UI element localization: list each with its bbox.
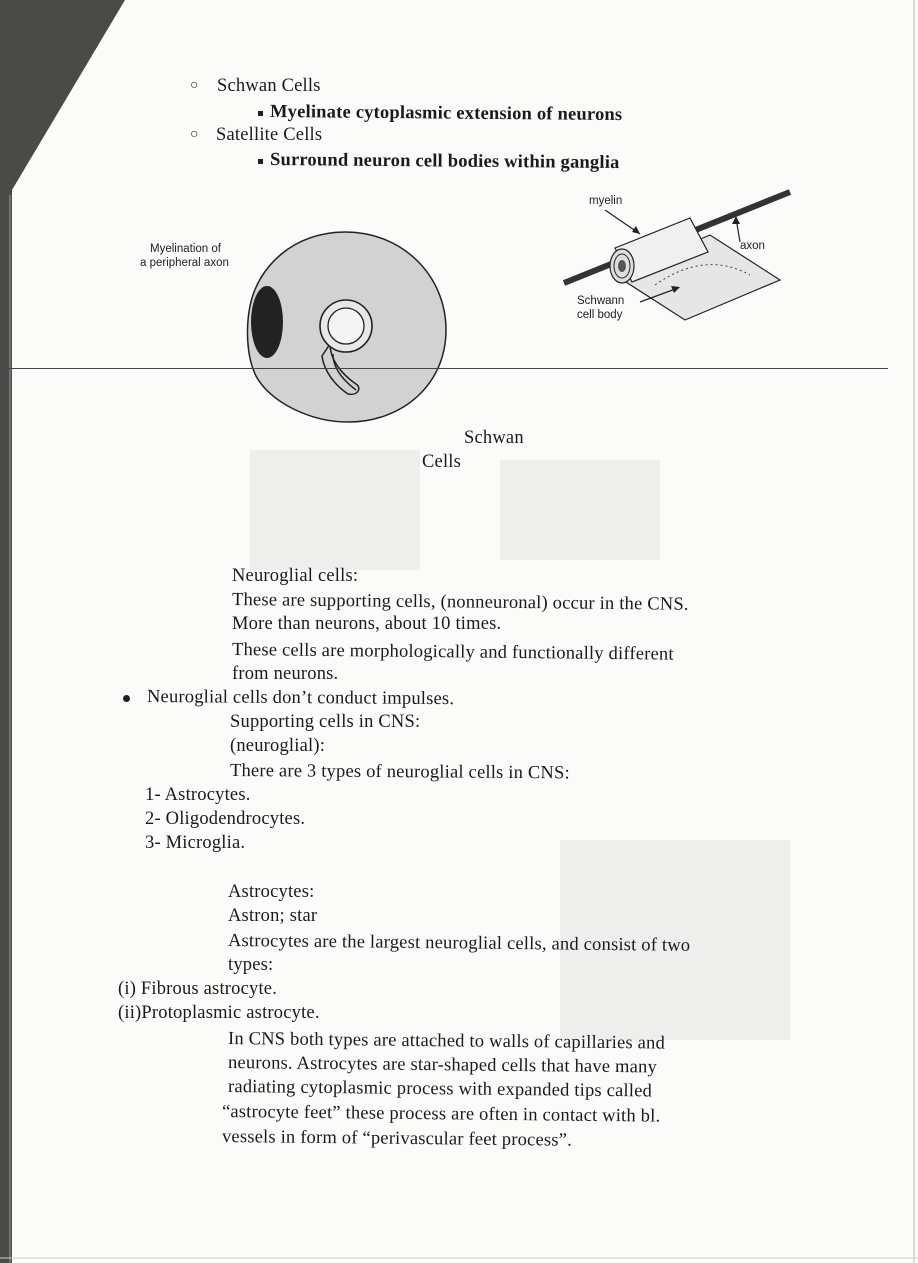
astrocytes-desc-b: types:: [228, 955, 274, 975]
bullet-satellite: Satellite Cells: [216, 125, 323, 145]
label-schwann-1: Schwann: [577, 295, 625, 307]
bullet-satellite-sub: Surround neuron cell bodies within ganglia: [269, 150, 620, 174]
circle-bullet-icon: ○: [190, 78, 199, 93]
bullet-schwann-sub: Myelinate cytoplasmic extension of neurons: [269, 102, 623, 126]
astrocytes-etym: Astron; star: [228, 906, 318, 926]
show-through-blot: [250, 450, 420, 570]
horizontal-rule: [8, 368, 888, 369]
show-through-blot: [500, 460, 660, 560]
astrocytes-type2: (ii)Protoplasmic astrocyte.: [118, 1003, 320, 1023]
neuroglia-supp1: Supporting cells in CNS:: [230, 712, 421, 732]
label-myelin: myelin: [589, 195, 623, 207]
neuroglia-p3a: These cells are morphologically and functionally different: [231, 640, 674, 665]
astrocytes-desc-a: Astrocytes are the largest neuroglial cells, and consist of two: [227, 931, 691, 956]
type-item: 2- Oligodendrocytes.: [145, 809, 306, 829]
figure1-label-1: Myelination of: [150, 243, 221, 255]
neuroglia-supp2: (neuroglial):: [230, 736, 326, 756]
astrocytes-p5: vessels in form of “perivascular feet process”.: [221, 1127, 573, 1151]
type-item: 1- Astrocytes.: [145, 785, 251, 805]
square-bullet-icon: [258, 111, 263, 116]
figure-caption-line1: Schwan: [464, 428, 524, 448]
neuroglia-p1: These are supporting cells, (nonneuronal) occur in the CNS.: [231, 590, 689, 615]
type-item: 3- Microglia.: [145, 833, 246, 853]
circle-bullet-icon: ○: [190, 127, 199, 142]
neuroglia-p2: More than neurons, about 10 times.: [232, 614, 502, 634]
neuroglia-title: Neuroglial cells:: [232, 566, 359, 586]
astrocytes-p3: radiating cytoplasmic process with expanded tips called: [227, 1077, 653, 1102]
myelination-diagram: [238, 226, 453, 426]
astrocytes-p2: neurons. Astrocytes are star-shaped cells that have many: [227, 1053, 658, 1078]
astrocytes-p1: In CNS both types are attached to walls of capillaries and: [227, 1029, 666, 1054]
label-schwann-2: cell body: [577, 309, 623, 321]
neuroglia-bullet: Neuroglial cells don’t conduct impulses.: [146, 687, 455, 710]
label-axon: axon: [740, 240, 765, 252]
neuroglia-types-intro: There are 3 types of neuroglial cells in CNS:: [229, 761, 570, 784]
astrocytes-type1: (i) Fibrous astrocyte.: [118, 979, 278, 999]
neuroglia-p3b: from neurons.: [232, 664, 339, 684]
round-bullet-icon: [123, 695, 130, 702]
astrocytes-title: Astrocytes:: [228, 882, 315, 902]
square-bullet-icon: [258, 159, 263, 164]
astrocytes-p4: “astrocyte feet” these process are often in contact with bl.: [221, 1102, 661, 1127]
schwann-wrap-diagram: [560, 180, 800, 330]
figure1-label-2: a peripheral axon: [140, 257, 229, 269]
figure-caption-line2: Cells: [422, 452, 462, 472]
bullet-schwann: Schwan Cells: [217, 76, 321, 96]
